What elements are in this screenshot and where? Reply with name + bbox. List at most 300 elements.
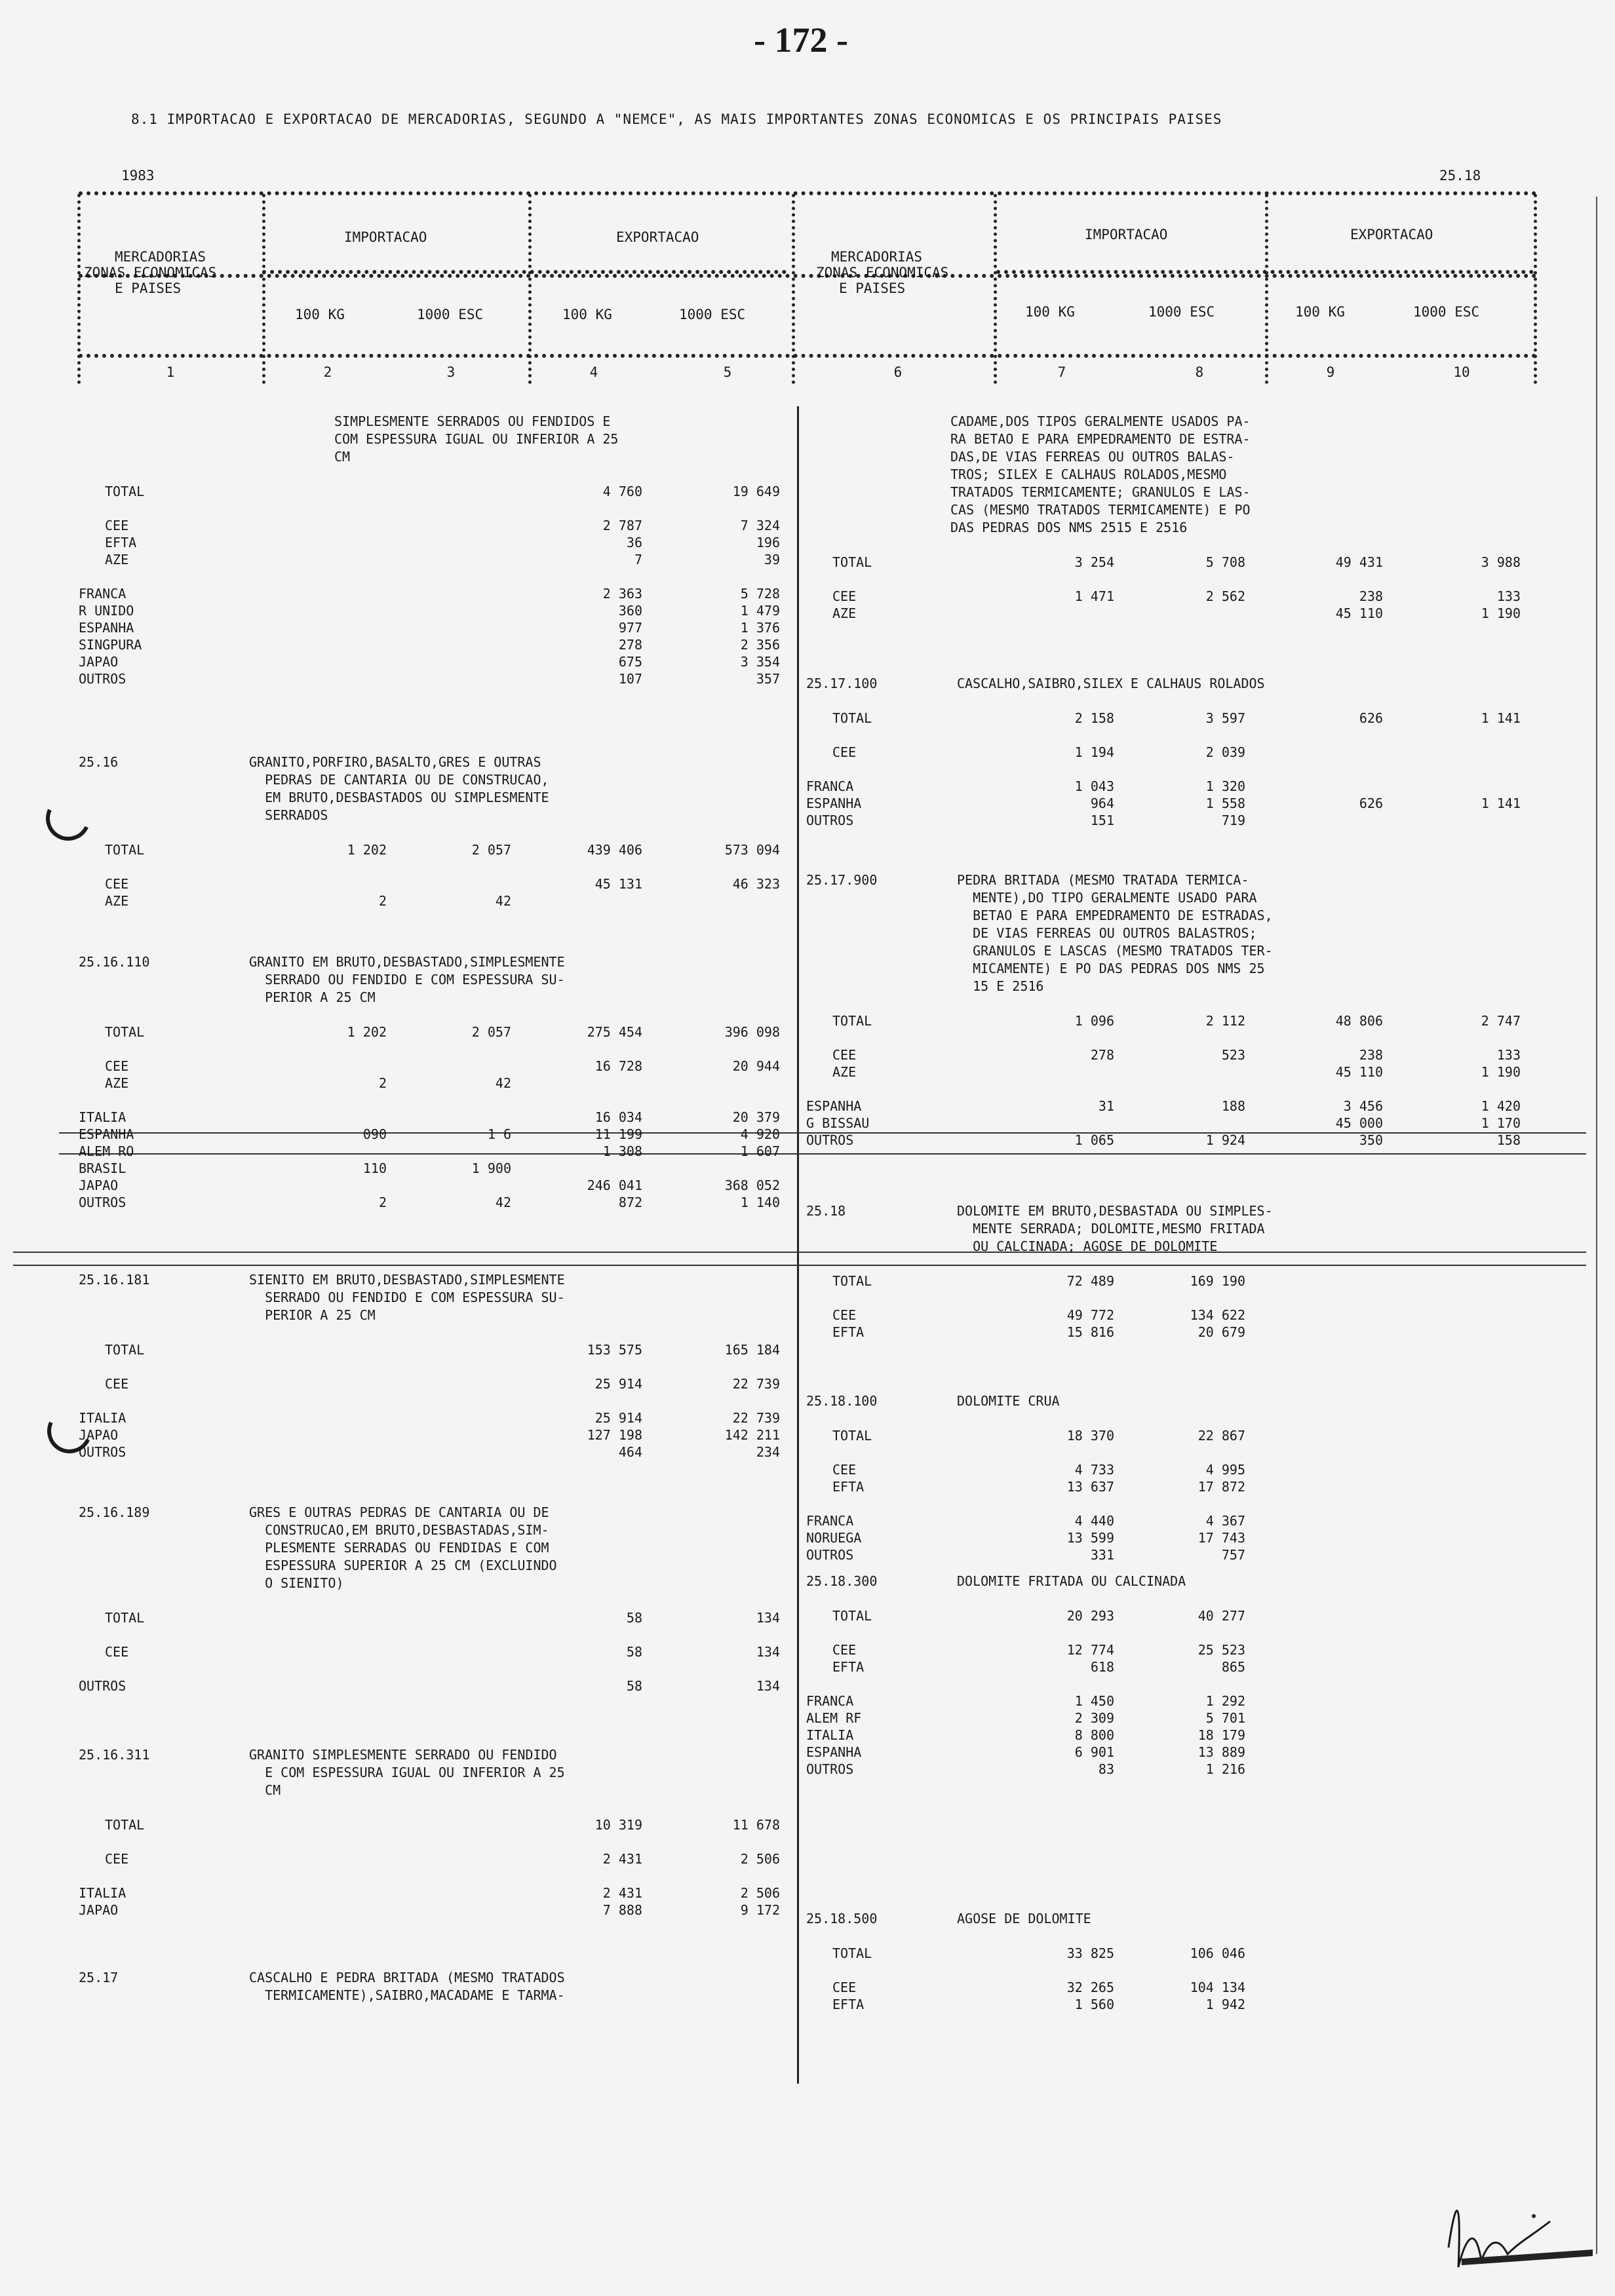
cell-value: 169 190 xyxy=(1190,1272,1245,1289)
cell-value: 1 471 xyxy=(1074,588,1114,604)
row-label: R UNIDO xyxy=(79,602,134,619)
cell-value: 107 xyxy=(618,670,642,687)
table-row xyxy=(806,1641,1521,1658)
row-label: OUTROS xyxy=(79,1444,126,1460)
row-label: TOTAL xyxy=(832,554,872,570)
cell-value: 10 319 xyxy=(594,1816,642,1833)
table-row xyxy=(79,841,787,858)
table-row xyxy=(806,554,1521,571)
cell-value: 22 739 xyxy=(732,1375,780,1392)
table-row xyxy=(79,602,787,619)
cell-value: 133 xyxy=(1496,1046,1521,1063)
section-description: AGOSE DE DOLOMITE xyxy=(957,1911,1091,1926)
cell-value: 090 xyxy=(362,1126,387,1142)
cell-value: 2 057 xyxy=(471,1024,511,1040)
cell-value: 357 xyxy=(756,670,780,687)
cell-value: 133 xyxy=(1496,588,1521,604)
table-row xyxy=(79,1409,787,1426)
row-group xyxy=(79,1058,787,1092)
header-exportacao-right: EXPORTACAO xyxy=(1350,227,1433,242)
cell-value: 39 xyxy=(764,551,780,567)
row-group xyxy=(79,1885,787,1919)
cell-value: 22 867 xyxy=(1197,1427,1245,1444)
table-row xyxy=(806,1744,1521,1761)
cell-value: 134 622 xyxy=(1190,1307,1245,1323)
row-label: CEE xyxy=(105,875,129,892)
header-esc: 1000 ESC xyxy=(679,307,746,322)
cell-value: 15 816 xyxy=(1066,1324,1114,1340)
table-row xyxy=(806,812,1521,829)
row-label: JAPAO xyxy=(79,1177,119,1193)
cell-value: 2 158 xyxy=(1074,710,1114,726)
table-row xyxy=(79,1177,787,1194)
column-number: 4 xyxy=(589,364,598,380)
table-row xyxy=(79,1058,787,1075)
cell-value: 757 xyxy=(1221,1546,1245,1563)
cell-value: 1 043 xyxy=(1074,778,1114,794)
row-label: CEE xyxy=(105,517,129,533)
cell-value: 20 379 xyxy=(732,1109,780,1125)
header-divider xyxy=(77,194,81,384)
section-code: 25.17 xyxy=(79,1970,119,1985)
left-section xyxy=(79,413,787,687)
section-code xyxy=(806,413,950,537)
cell-value: 25 523 xyxy=(1197,1641,1245,1658)
header-esc-right: 1000 ESC xyxy=(1148,304,1215,320)
row-group xyxy=(79,1341,787,1358)
table-row xyxy=(806,1478,1521,1495)
cell-value: 1 292 xyxy=(1205,1693,1245,1709)
cell-value: 278 xyxy=(618,636,642,653)
cell-value: 3 254 xyxy=(1074,554,1114,570)
section-description: GRANITO SIMPLESMENTE SERRADO OU FENDIDO E COM ESPESSURA IGUAL OU INFERIOR A 25 CM xyxy=(249,1747,565,1798)
row-label: EFTA xyxy=(832,1478,865,1495)
row-label: JAPAO xyxy=(79,653,119,670)
cell-value: 1 450 xyxy=(1074,1693,1114,1709)
header-esc: 1000 ESC xyxy=(417,307,484,322)
header-importacao: IMPORTACAO xyxy=(344,229,427,245)
cell-value: 331 xyxy=(1090,1546,1114,1563)
table-row xyxy=(806,1710,1521,1727)
column-number: 2 xyxy=(323,364,332,380)
header-divider xyxy=(994,194,997,384)
row-label: CEE xyxy=(105,1643,129,1660)
table-row xyxy=(806,1427,1521,1444)
column-number: 7 xyxy=(1057,364,1066,380)
table-row xyxy=(79,1643,787,1660)
cell-value: 5 728 xyxy=(740,585,780,602)
section-description: CASCALHO E PEDRA BRITADA (MESMO TRATADOS TERMICAMENTE),SAIBRO,MACADAME E TARMA- xyxy=(249,1970,565,2003)
cell-value: 1 216 xyxy=(1205,1761,1245,1777)
section-code: 25.16.311 xyxy=(79,1747,150,1763)
left-section xyxy=(79,1746,787,1919)
row-label: ESPANHA xyxy=(806,1744,862,1760)
table-row xyxy=(806,1693,1521,1710)
table-row xyxy=(806,795,1521,812)
row-label: AZE xyxy=(105,551,129,567)
row-group xyxy=(79,1677,787,1694)
table-row xyxy=(79,1194,787,1211)
row-group xyxy=(806,710,1521,727)
cell-value: 18 179 xyxy=(1197,1727,1245,1743)
section-description: CASCALHO,SAIBRO,SILEX E CALHAUS ROLADOS xyxy=(957,676,1265,691)
row-group xyxy=(806,1607,1521,1624)
row-group xyxy=(806,1641,1521,1675)
section-description: SIENITO EM BRUTO,DESBASTADO,SIMPLESMENTE SERRADO OU FENDIDO E COM ESPESSURA SU- PERIOR A 25 CM xyxy=(249,1272,565,1323)
cell-value: 40 277 xyxy=(1197,1607,1245,1624)
cell-value: 4 995 xyxy=(1205,1461,1245,1478)
cell-value: 22 739 xyxy=(732,1409,780,1426)
cell-value: 464 xyxy=(618,1444,642,1460)
cell-value: 626 xyxy=(1359,795,1383,811)
row-label: OUTROS xyxy=(806,1132,854,1148)
table-row xyxy=(806,1529,1521,1546)
table-row xyxy=(79,534,787,551)
table-title: 8.1 IMPORTACAO E EXPORTACAO DE MERCADORIAS, SEGUNDO A "NEMCE", AS MAIS IMPORTANTES ZONAS ECONOMICAS E OS PRINCIPAIS PAISES xyxy=(131,111,1222,127)
cell-value: 2 506 xyxy=(740,1885,780,1901)
cell-value: 18 370 xyxy=(1066,1427,1114,1444)
row-label: ESPANHA xyxy=(79,1126,134,1142)
cell-value: 1 6 xyxy=(487,1126,511,1142)
header-mercadorias: MERCADORIAS xyxy=(115,249,206,265)
cell-value: 964 xyxy=(1090,795,1114,811)
left-section xyxy=(79,1969,787,2004)
header-divider xyxy=(792,194,795,384)
left-section xyxy=(79,754,787,909)
row-label: ITALIA xyxy=(79,1885,126,1901)
row-label: ESPANHA xyxy=(806,1098,862,1114)
cell-value: 48 806 xyxy=(1335,1012,1383,1029)
row-label: OUTROS xyxy=(79,1677,126,1694)
cell-value: 1 560 xyxy=(1074,1996,1114,2012)
header-zonas: ZONAS ECONOMICAS xyxy=(84,265,217,280)
cell-value: 1 607 xyxy=(740,1143,780,1159)
table-row xyxy=(806,1512,1521,1529)
cell-value: 1 479 xyxy=(740,602,780,619)
row-group xyxy=(806,1945,1521,1962)
cell-value: 2 431 xyxy=(602,1850,642,1867)
left-section xyxy=(79,953,787,1211)
row-label: ESPANHA xyxy=(806,795,862,811)
row-group xyxy=(806,1046,1521,1081)
header-esc-right: 1000 ESC xyxy=(1413,304,1480,320)
table-row xyxy=(806,710,1521,727)
row-label: OUTROS xyxy=(79,670,126,687)
column-number: 10 xyxy=(1453,364,1470,380)
cell-value: 1 096 xyxy=(1074,1012,1114,1029)
header-sub-border xyxy=(262,270,787,274)
section-code: 25.16 xyxy=(79,754,119,770)
section-code: 25.16.181 xyxy=(79,1272,150,1288)
cell-value: 2 562 xyxy=(1205,588,1245,604)
section-code: 25.17.900 xyxy=(806,872,878,888)
header-exportacao: EXPORTACAO xyxy=(616,229,699,245)
table-row xyxy=(79,1677,787,1694)
header-paises: E PAISES xyxy=(115,280,182,296)
cell-value: 45 000 xyxy=(1335,1115,1383,1131)
cell-value: 1 376 xyxy=(740,619,780,636)
row-label: CEE xyxy=(105,1850,129,1867)
row-label: CEE xyxy=(105,1058,129,1074)
cell-value: 865 xyxy=(1221,1658,1245,1675)
row-label: AZE xyxy=(105,892,129,909)
row-label: CEE xyxy=(832,1307,857,1323)
header-kg: 100 KG xyxy=(295,307,345,322)
table-row xyxy=(79,1126,787,1143)
cell-value: 7 888 xyxy=(602,1902,642,1918)
table-row xyxy=(79,1143,787,1160)
table-row xyxy=(806,778,1521,795)
column-number: 6 xyxy=(893,364,903,380)
row-group xyxy=(79,1609,787,1626)
header-kg-right: 100 KG xyxy=(1295,304,1345,320)
cell-value: 49 431 xyxy=(1335,554,1383,570)
section-code: 25.17.100 xyxy=(806,676,878,691)
cell-value: 19 649 xyxy=(732,483,780,499)
row-label: TOTAL xyxy=(105,841,145,858)
table-row xyxy=(79,653,787,670)
row-label: ESPANHA xyxy=(79,619,134,636)
table-row xyxy=(806,1546,1521,1563)
table-row xyxy=(806,1115,1521,1132)
row-label: TOTAL xyxy=(832,1012,872,1029)
table-row xyxy=(79,483,787,500)
row-group xyxy=(79,875,787,909)
page-number: - 172 - xyxy=(754,20,848,60)
cell-value: 11 678 xyxy=(732,1816,780,1833)
page-edge-rule xyxy=(1596,197,1597,2254)
table-row xyxy=(806,1658,1521,1675)
cell-value: 134 xyxy=(756,1609,780,1626)
row-group xyxy=(806,1098,1521,1149)
cell-value: 6 901 xyxy=(1074,1744,1114,1760)
cell-value: 238 xyxy=(1359,1046,1383,1063)
row-group xyxy=(806,1307,1521,1341)
cell-value: 49 772 xyxy=(1066,1307,1114,1323)
cell-value: 7 xyxy=(634,551,642,567)
cell-value: 1 140 xyxy=(740,1194,780,1210)
cell-value: 719 xyxy=(1221,812,1245,828)
cell-value: 58 xyxy=(626,1677,642,1694)
cell-value: 42 xyxy=(495,1075,511,1091)
row-label: SINGPURA xyxy=(79,636,142,653)
row-label: TOTAL xyxy=(832,1945,872,1961)
header-divider xyxy=(1265,194,1268,384)
row-label: TOTAL xyxy=(832,1607,872,1624)
row-label: TOTAL xyxy=(832,1272,872,1289)
column-number: 9 xyxy=(1326,364,1335,380)
cell-value: 2 xyxy=(378,1075,387,1091)
row-label: CEE xyxy=(832,1979,857,1995)
row-label: ITALIA xyxy=(806,1727,854,1743)
section-description: SIMPLESMENTE SERRADOS OU FENDIDOS E COM ESPESSURA IGUAL OU INFERIOR A 25 CM xyxy=(334,413,619,465)
cell-value: 275 454 xyxy=(587,1024,642,1040)
cell-value: 104 134 xyxy=(1190,1979,1245,1995)
cell-value: 1 194 xyxy=(1074,744,1114,760)
row-group xyxy=(79,841,787,858)
cell-value: 234 xyxy=(756,1444,780,1460)
cell-value: 2 xyxy=(378,892,387,909)
section-description: CADAME,DOS TIPOS GERALMENTE USADOS PA- RA BETAO E PARA EMPEDRAMENTO DE ESTRA- DAS,DE VIAS FERREAS OU OUTROS BALAS- TROS; SILEX E CALHAUS ROLADOS,MESMO TRATADOS TERMICAMENTE; GRANULOS E LAS- CAS (MESMO TRATADOS TERMICAMENTE) E PO DAS PEDRAS DOS NMS 2515 E 2516 xyxy=(950,413,1251,535)
cell-value: 13 637 xyxy=(1066,1478,1114,1495)
cell-value: 2 309 xyxy=(1074,1710,1114,1726)
cell-value: 5 708 xyxy=(1205,554,1245,570)
cell-value: 4 367 xyxy=(1205,1512,1245,1529)
row-group xyxy=(806,1461,1521,1495)
table-row xyxy=(806,605,1521,622)
row-label: NORUEGA xyxy=(806,1529,862,1546)
section-code: 25.18.500 xyxy=(806,1911,878,1926)
row-group xyxy=(79,483,787,500)
cell-value: 45 131 xyxy=(594,875,642,892)
section-description: DOLOMITE FRITADA OU CALCINADA xyxy=(957,1573,1186,1589)
cell-value: 1 942 xyxy=(1205,1996,1245,2012)
top-code-label: 25.18 xyxy=(1439,168,1481,183)
left-section xyxy=(79,1504,787,1694)
cell-value: 42 xyxy=(495,1194,511,1210)
cell-value: 1 202 xyxy=(347,1024,387,1040)
table-row xyxy=(806,1046,1521,1063)
header-divider xyxy=(262,194,265,384)
cell-value: 2 356 xyxy=(740,636,780,653)
table-row xyxy=(79,585,787,602)
row-label: OUTROS xyxy=(79,1194,126,1210)
table-row xyxy=(806,1761,1521,1778)
section-code: 25.16.110 xyxy=(79,954,150,970)
row-label: ITALIA xyxy=(79,1409,126,1426)
column-separator xyxy=(797,406,799,2084)
row-group xyxy=(806,1512,1521,1563)
cell-value: 17 872 xyxy=(1197,1478,1245,1495)
table-row xyxy=(806,744,1521,761)
cell-value: 16 034 xyxy=(594,1109,642,1125)
table-row xyxy=(79,1885,787,1902)
row-label: BRASIL xyxy=(79,1160,126,1176)
cell-value: 142 211 xyxy=(724,1426,780,1443)
section-code xyxy=(79,413,249,466)
row-label: TOTAL xyxy=(832,1427,872,1444)
row-label: JAPAO xyxy=(79,1426,119,1443)
cell-value: 1 924 xyxy=(1205,1132,1245,1148)
table-row xyxy=(806,1307,1521,1324)
row-label: TOTAL xyxy=(105,483,145,499)
row-group xyxy=(806,744,1521,761)
header-column-number-border xyxy=(79,354,1537,358)
row-label: CEE xyxy=(832,588,857,604)
table-row xyxy=(79,892,787,909)
cell-value: 2 506 xyxy=(740,1850,780,1867)
column-number: 5 xyxy=(723,364,732,380)
row-label: CEE xyxy=(832,1046,857,1063)
cell-value: 1 202 xyxy=(347,841,387,858)
cell-value: 16 728 xyxy=(594,1058,642,1074)
right-section xyxy=(806,1202,1521,1341)
row-label: AZE xyxy=(832,1063,857,1080)
cell-value: 1 320 xyxy=(1205,778,1245,794)
cell-value: 134 xyxy=(756,1677,780,1694)
header-divider xyxy=(1534,194,1537,384)
cell-value: 396 098 xyxy=(724,1024,780,1040)
cell-value: 45 110 xyxy=(1335,605,1383,621)
section-code: 25.18 xyxy=(806,1203,846,1219)
cell-value: 1 065 xyxy=(1074,1132,1114,1148)
table-row xyxy=(79,551,787,568)
row-label: TOTAL xyxy=(832,710,872,726)
row-label: FRANCA xyxy=(806,1512,854,1529)
cell-value: 9 172 xyxy=(740,1902,780,1918)
row-label: ALEM RO xyxy=(79,1143,134,1159)
cell-value: 1 190 xyxy=(1481,605,1521,621)
header-paises-right: E PAISES xyxy=(839,280,906,296)
table-row xyxy=(79,517,787,534)
cell-value: 25 914 xyxy=(594,1409,642,1426)
row-group xyxy=(806,1427,1521,1444)
cell-value: 8 800 xyxy=(1074,1727,1114,1743)
cell-value: 165 184 xyxy=(724,1341,780,1358)
section-description: GRES E OUTRAS PEDRAS DE CANTARIA OU DE CONSTRUCAO,EM BRUTO,DESBASTADAS,SIM- PLESMENTE SERRADAS OU FENDIDAS E COM ESPESSURA SUPERIOR A 25 CM (EXCLUINDO O SIENITO) xyxy=(249,1504,557,1591)
section-description: DOLOMITE CRUA xyxy=(957,1393,1060,1409)
cell-value: 45 110 xyxy=(1335,1063,1383,1080)
header-zonas-right: ZONAS ECONOMICAS xyxy=(816,265,949,280)
row-label: TOTAL xyxy=(105,1816,145,1833)
row-group xyxy=(806,554,1521,571)
cell-value: 1 420 xyxy=(1481,1098,1521,1114)
row-label: G BISSAU xyxy=(806,1115,870,1131)
cell-value: 3 456 xyxy=(1343,1098,1383,1114)
cell-value: 626 xyxy=(1359,710,1383,726)
cell-value: 153 575 xyxy=(587,1341,642,1358)
cell-value: 2 112 xyxy=(1205,1012,1245,1029)
table-row xyxy=(806,1063,1521,1081)
cell-value: 20 293 xyxy=(1066,1607,1114,1624)
row-group xyxy=(79,1850,787,1867)
section-description: PEDRA BRITADA (MESMO TRATADA TERMICA- MENTE),DO TIPO GERALMENTE USADO PARA BETAO E PARA EMPEDRAMENTO DE ESTRADAS, DE VIAS FERREAS OU OUTROS BALASTROS; GRANULOS E LASCAS (MESMO TRATADOS TER- MICAMENTE) E PO DAS PEDRAS DOS NMS 25 15 E 2516 xyxy=(957,872,1273,994)
cell-value: 13 599 xyxy=(1066,1529,1114,1546)
cell-value: 618 xyxy=(1090,1658,1114,1675)
row-label: EFTA xyxy=(832,1658,865,1675)
column-number: 8 xyxy=(1195,364,1204,380)
cell-value: 675 xyxy=(618,653,642,670)
cell-value: 17 743 xyxy=(1197,1529,1245,1546)
table-row xyxy=(79,1444,787,1461)
table-row xyxy=(806,1098,1521,1115)
cell-value: 523 xyxy=(1221,1046,1245,1063)
row-label: TOTAL xyxy=(105,1609,145,1626)
row-group xyxy=(806,1272,1521,1290)
cell-value: 196 xyxy=(756,534,780,550)
cell-value: 1 190 xyxy=(1481,1063,1521,1080)
cell-value: 2 039 xyxy=(1205,744,1245,760)
row-group xyxy=(79,1024,787,1041)
handwritten-signature xyxy=(1435,2162,1593,2280)
cell-value: 58 xyxy=(626,1609,642,1626)
cell-value: 151 xyxy=(1090,812,1114,828)
table-row xyxy=(79,670,787,687)
table-row xyxy=(806,1727,1521,1744)
section-description: DOLOMITE EM BRUTO,DESBASTADA OU SIMPLES- MENTE SERRADA; DOLOMITE,MESMO FRITADA OU CALCINADA; AGOSE DE DOLOMITE xyxy=(957,1203,1273,1254)
table-row xyxy=(79,1024,787,1041)
row-group xyxy=(79,1816,787,1833)
cell-value: 25 914 xyxy=(594,1375,642,1392)
table-row xyxy=(79,1850,787,1867)
cell-value: 158 xyxy=(1496,1132,1521,1148)
cell-value: 58 xyxy=(626,1643,642,1660)
cell-value: 83 xyxy=(1098,1761,1114,1777)
cell-value: 46 323 xyxy=(732,875,780,892)
table-row xyxy=(79,1160,787,1177)
table-row xyxy=(79,1426,787,1444)
table-row xyxy=(79,1075,787,1092)
